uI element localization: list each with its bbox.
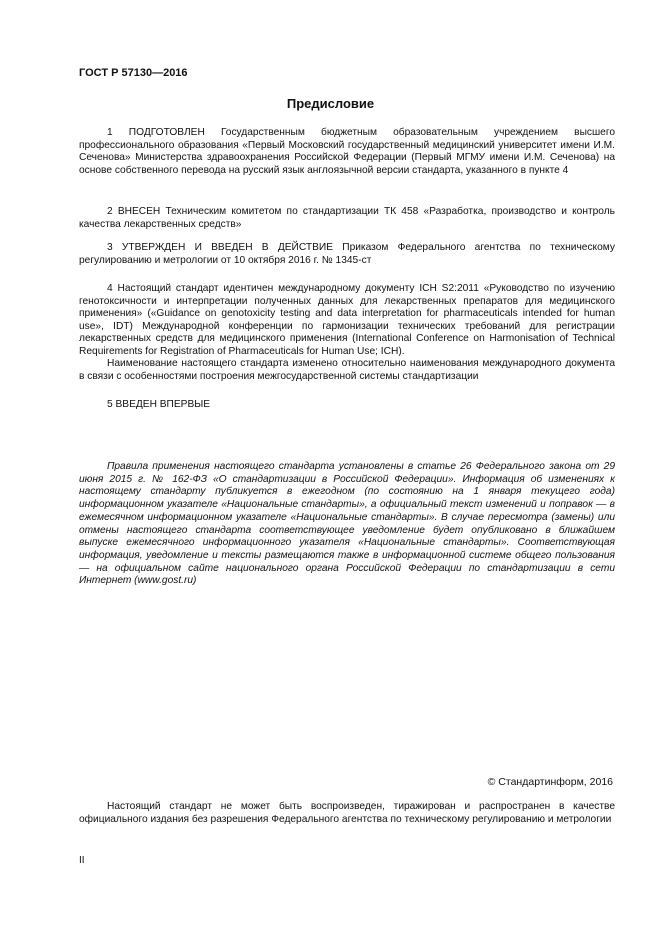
preface-item-4-note [79, 358, 615, 383]
preface-item-1-text: 1 ПОДГОТОВЛЕН Государственным бюджетным образовательным учреждением высшего профессионального образования «Первый Московский государственный медицинский университет имени И.М. Сеченова» Министерства здравоохранения Российской Федерации (Первый МГМУ имени И.М. Сеченова) на основе собственного перевода на русский язык англоязычной версии стандарта, указанного в пункте 4 [79, 127, 615, 176]
page-number: II [79, 855, 85, 866]
copyright-line: © Стандартинформ, 2016 [487, 776, 613, 788]
preface-item-4 [79, 283, 615, 358]
preface-item-2 [79, 206, 615, 231]
preface-item-3-text: 3 УТВЕРЖДЕН И ВВЕДЕН В ДЕЙСТВИЕ Приказом Федерального агентства по техническому регулированию и метрологии от 10 октября 2016 г. № 1345-ст [79, 242, 615, 266]
preface-item-3 [79, 242, 615, 267]
preface-item-2-text: 2 ВНЕСЕН Техническим комитетом по стандартизации ТК 458 «Разработка, производство и контроль качества лекарственных средств» [79, 206, 615, 230]
reproduction-notice-text: Настоящий стандарт не может быть воспроизведен, тиражирован и распространен в качестве официального издания без разрешения Федерального агентства по техническому регулированию и метрологии [79, 801, 615, 825]
reproduction-notice [79, 801, 615, 826]
preface-item-4-note-text: Наименование настоящего стандарта изменено относительно наименования международного документа в связи с особенностями построения межгосударственной системы стандартизации [79, 358, 615, 382]
document-header: ГОСТ Р 57130—2016 [79, 67, 188, 79]
preface-item-5 [79, 399, 615, 412]
application-rules-notice [79, 461, 615, 588]
page-title: Предисловие [286, 96, 375, 111]
preface-item-4-text: 4 Настоящий стандарт идентичен международному документу ICH S2:2011 «Руководство по изучению генотоксичности и интерпретации полученных данных для лекарственных препаратов для медицинского применения» («Guidance on genotoxicity testing and data interpretation for pharmaceuticals intended for human use», IDT) Международной конференции по гармонизации технических требований для регистрации лекарственных средств для медицинского применения (International Conference on Harmonisation of Technical Requirements for Registration of Pharmaceuticals for Human Use; ICH). [79, 283, 615, 357]
preface-item-5-text: 5 ВВЕДЕН ВПЕРВЫЕ [107, 399, 211, 410]
application-rules-notice-text: Правила применения настоящего стандарта установлены в статье 26 Федерального закона от 29 июня 2015 г. № 162-ФЗ «О стандартизации в Российской Федерации». Информация об изменениях к настоящему стандарту публикуется в ежегодном (по состоянию на 1 января текущего года) информационном указателе «Национальные стандарты», а официальный текст изменений и поправок — в ежемесячном информационном указателе «Национальные стандарты». В случае пересмотра (замены) или отмены настоящего стандарта соответствующее уведомление будет опубликовано в ближайшем выпуске ежемесячного информационного указателя «Национальные стандарты». Соответствующая информация, уведомление и тексты размещаются также в информационной системе общего пользования — на официальном сайте национального органа Российской Федерации по стандартизации в сети Интернет (www.gost.ru) [79, 461, 615, 587]
preface-item-1 [79, 127, 615, 177]
